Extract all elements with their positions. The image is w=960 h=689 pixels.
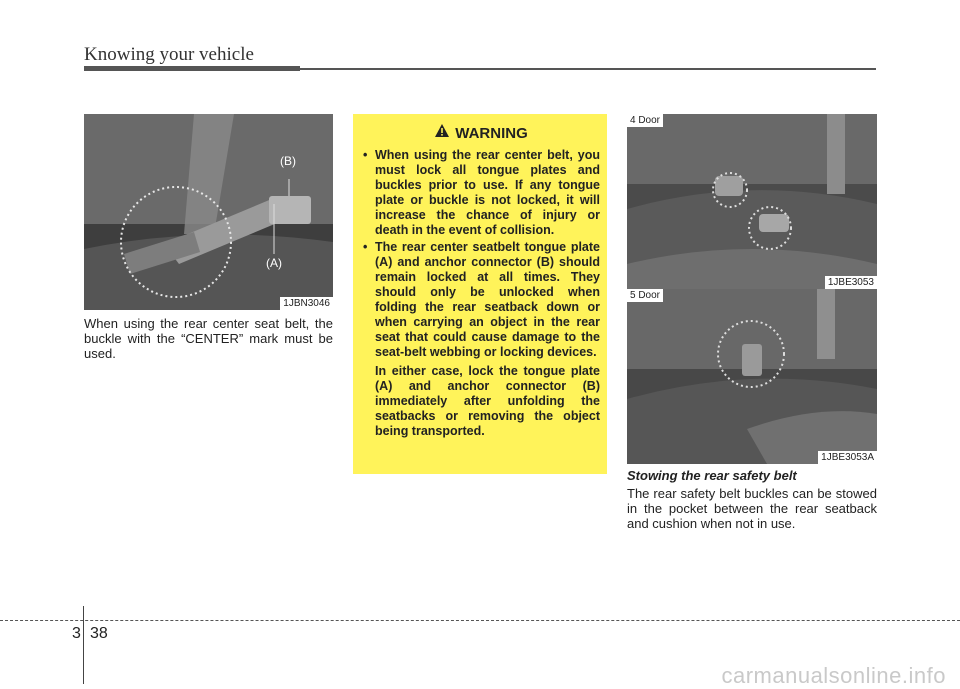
figure-code: 1JBE3053	[825, 276, 877, 289]
watermark: carmanualsonline.info	[721, 663, 946, 688]
left-body-text: When using the rear center seat belt, the buckle with the “CENTER” mark must be used.	[84, 316, 333, 361]
belt-buckle-photo	[84, 114, 333, 310]
door-tag: 4 Door	[627, 114, 663, 127]
header-rule-thin	[300, 68, 876, 70]
warning-item-text: The rear center seatbelt tongue plate (A) and anchor connector (B) should remain locked at all times. They should only be unlocked when folding the rear seatback down or when carrying an object in the rear seat that could cause damage to the seat-belt webbing or locking devices.	[375, 240, 600, 359]
warning-box	[353, 114, 607, 474]
four-door-photo	[627, 114, 877, 289]
bullet-icon: •	[363, 148, 368, 162]
page-header-title: Knowing your vehicle	[84, 44, 254, 65]
door-tag: 5 Door	[627, 289, 663, 302]
warning-item	[363, 148, 600, 238]
chapter-number: 3	[72, 625, 81, 642]
bullet-icon: •	[363, 240, 368, 254]
footer-dashed-rule	[0, 620, 960, 621]
section-heading: Stowing the rear safety belt	[627, 468, 797, 483]
header-rule-thick	[84, 66, 300, 71]
page-number: 38	[90, 625, 108, 642]
warning-paragraph: In either case, lock the tongue plate (A) and anchor connector (B) immediately after unfolding the seatbacks or removing the object being transported.	[375, 364, 600, 438]
label-b: (B)	[280, 154, 296, 168]
figure-code: 1JBE3053A	[818, 451, 877, 464]
right-body-text: The rear safety belt buckles can be stowed in the pocket between the rear seatback and cushion when not in use.	[627, 486, 877, 531]
warning-triangle-icon	[435, 124, 449, 142]
figure-code: 1JBN3046	[280, 297, 333, 310]
warning-header	[363, 124, 600, 142]
five-door-photo	[627, 289, 877, 464]
label-a: (A)	[266, 256, 282, 270]
warning-item	[363, 240, 600, 360]
warning-item-text: When using the rear center belt, you must lock all tongue plates and buckles prior to use. If any tongue plate or buckle is not locked, it will increase the chance of injury or death in the event of collision.	[375, 148, 600, 237]
warning-title: WARNING	[455, 124, 528, 142]
